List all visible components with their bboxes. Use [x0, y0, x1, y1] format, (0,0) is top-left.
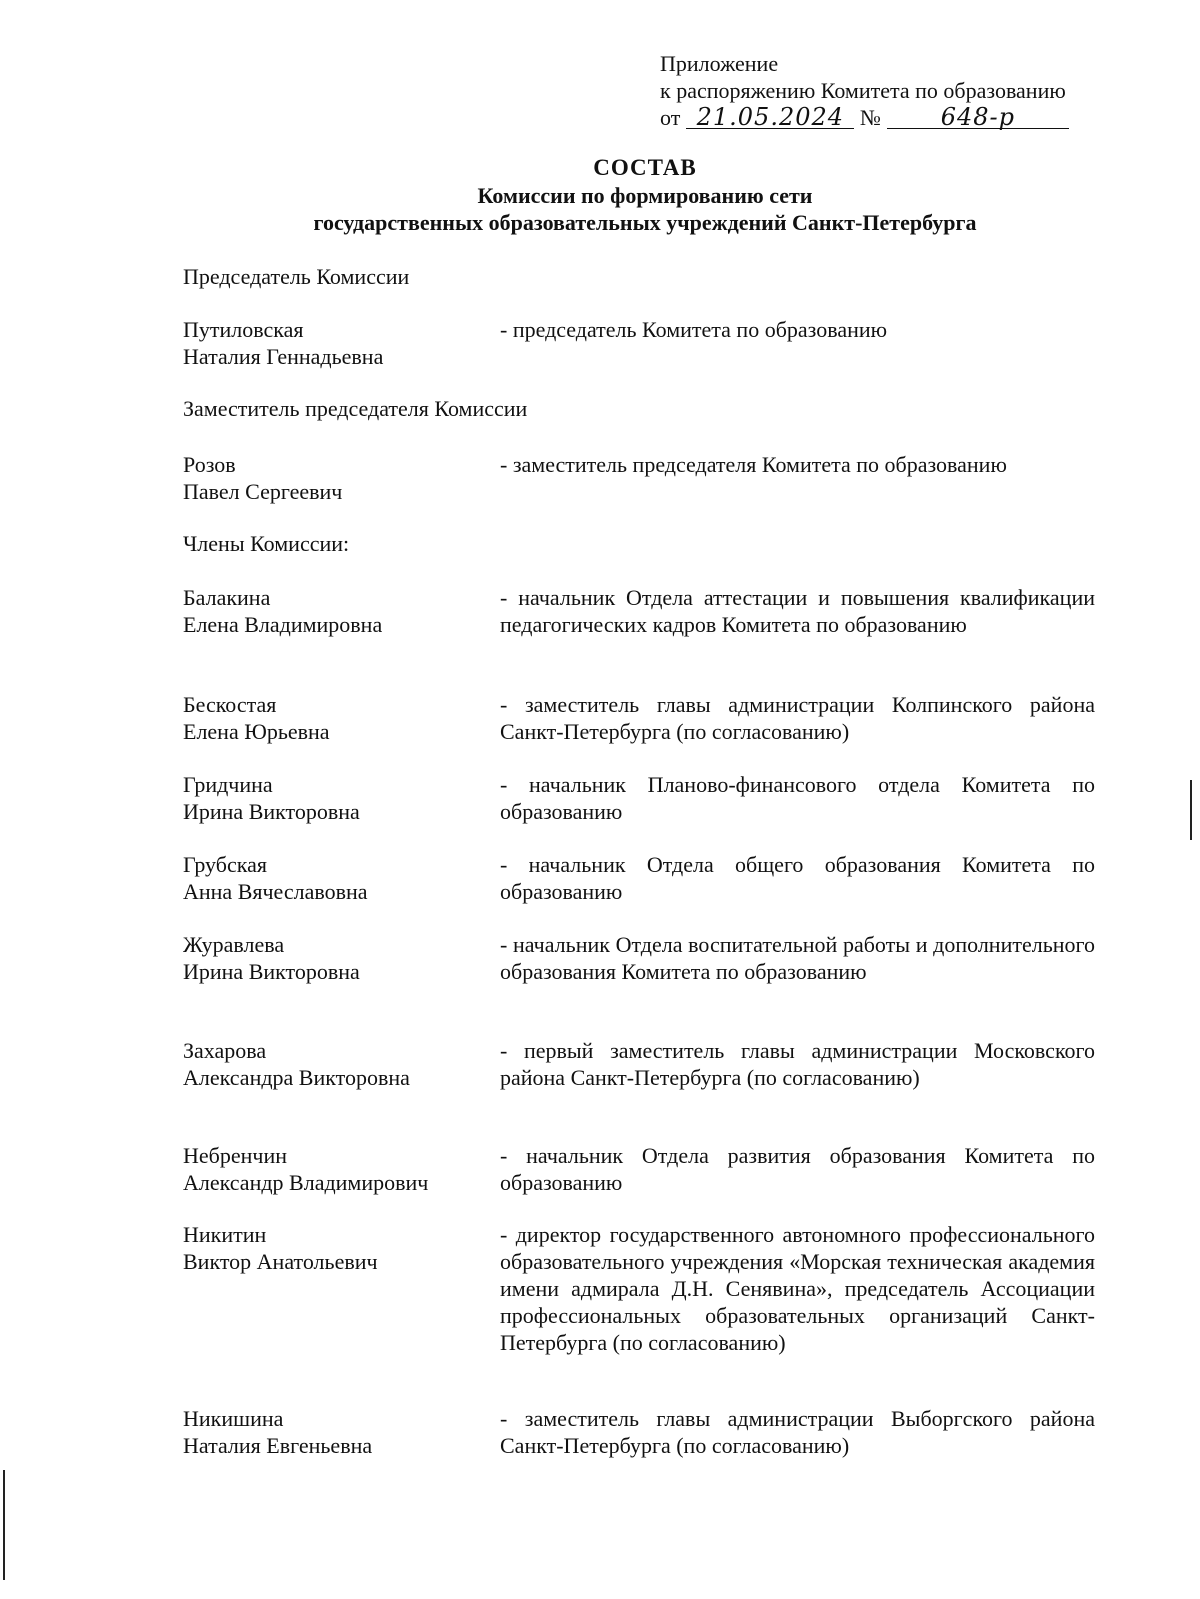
member-position: - начальник Отдела воспитательной работы и дополнительного образования Комитета по образованию [500, 932, 1095, 984]
appendix-reference: к распоряжению Комитета по образованию [660, 78, 1066, 103]
member-position: - начальник Отдела развития образования Комитета по образованию [500, 1143, 1095, 1195]
given-names: Александра Викторовна [183, 1065, 410, 1090]
surname: Небренчин [183, 1143, 287, 1168]
document-title [0, 154, 1200, 236]
surname: Никитин [183, 1222, 267, 1247]
surname: Гридчина [183, 772, 273, 797]
surname: Захарова [183, 1038, 267, 1063]
given-names: Наталия Евгеньевна [183, 1433, 373, 1458]
member-position: - начальник Отдела общего образования Комитета по образованию [500, 852, 1095, 904]
given-names: Елена Юрьевна [183, 719, 330, 744]
surname: Никишина [183, 1406, 284, 1431]
member-name [183, 851, 483, 905]
given-names: Анна Вячеславовна [183, 879, 368, 904]
appendix-label: Приложение [660, 51, 779, 76]
surname: Грубская [183, 852, 267, 877]
chair-name [183, 316, 483, 370]
given-names: Виктор Анатольевич [183, 1249, 378, 1274]
member-name [183, 1142, 483, 1196]
member-name [183, 584, 483, 638]
deputy-position: - заместитель председателя Комитета по образованию [500, 452, 1007, 477]
title-line-2: государственных образовательных учреждений Санкт-Петербурга [313, 210, 977, 235]
member-name [183, 931, 483, 985]
date-prefix: от [660, 105, 681, 130]
surname: Балакина [183, 585, 271, 610]
appendix-header [660, 50, 1069, 131]
members-heading: Члены Комиссии: [183, 531, 350, 556]
given-names: Наталия Геннадьевна [183, 344, 384, 369]
scan-edge-mark [1190, 780, 1192, 840]
member-position: - директор государственного автономного профессионального образовательного учреждения «Морская техническая академия имени адмирала Д.Н. Сенявина», председатель Ассоциации профессиональных образовательных организаций Санкт-Петербурга (по согласованию) [500, 1222, 1095, 1355]
chair-heading: Председатель Комиссии [183, 264, 410, 289]
handwritten-date: 21.05.2024 [686, 106, 854, 129]
member-position: - начальник Отдела аттестации и повышения квалификации педагогических кадров Комитета по образованию [500, 585, 1095, 637]
member-name [183, 1405, 483, 1459]
title-main: СОСТАВ [593, 155, 697, 180]
surname: Розов [183, 452, 236, 477]
given-names: Елена Владимировна [183, 612, 383, 637]
surname: Путиловская [183, 317, 304, 342]
deputy-name [183, 451, 483, 505]
given-names: Ирина Викторовна [183, 799, 360, 824]
given-names: Павел Сергеевич [183, 479, 343, 504]
member-name [183, 1221, 483, 1275]
deputy-heading: Заместитель председателя Комиссии [183, 396, 528, 421]
surname: Бескостая [183, 692, 277, 717]
member-name [183, 1037, 483, 1091]
member-name [183, 691, 483, 745]
title-line-1: Комиссии по формированию сети [477, 183, 813, 208]
appendix-date-number-line [660, 104, 1069, 131]
scan-edge-mark [3, 1470, 5, 1580]
chair-position: - председатель Комитета по образованию [500, 317, 888, 342]
surname: Журавлева [183, 932, 285, 957]
member-position: - начальник Планово-финансового отдела Комитета по образованию [500, 772, 1095, 824]
member-name [183, 771, 483, 825]
member-position: - заместитель главы администрации Колпинского района Санкт-Петербурга (по согласованию) [500, 692, 1095, 744]
given-names: Ирина Викторовна [183, 959, 360, 984]
number-prefix: № [859, 105, 881, 130]
member-position: - заместитель главы администрации Выборгского района Санкт-Петербурга (по согласованию) [500, 1406, 1095, 1458]
handwritten-number: 648-р [887, 106, 1069, 129]
member-position: - первый заместитель главы администрации Московского района Санкт-Петербурга (по согласованию) [500, 1038, 1095, 1090]
given-names: Александр Владимирович [183, 1170, 429, 1195]
